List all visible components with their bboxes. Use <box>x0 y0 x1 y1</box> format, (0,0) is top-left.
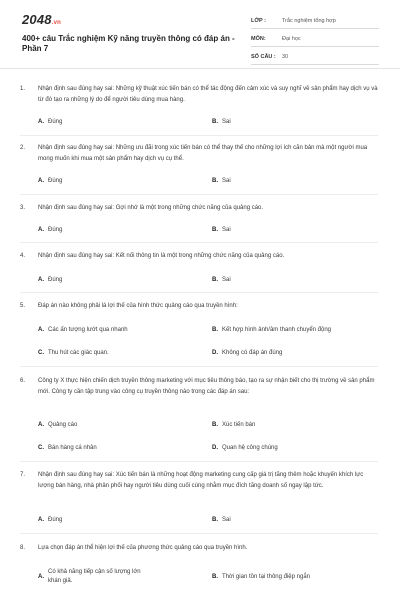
option-key: A. <box>38 422 44 428</box>
answer-option[interactable] <box>38 349 178 358</box>
option-text: Xúc tiến bán <box>222 422 256 428</box>
question-text: Nhận định sau đúng hay sai: Những ưu đãi trong xúc tiến bán có thể thay thế cho những lợi ích căn bản mà một người mua mong muốn khi mua một sản phẩm hay dịch vụ cụ thể. <box>38 145 368 162</box>
option-text: Quảng cáo <box>48 422 78 428</box>
answer-option[interactable] <box>212 421 352 430</box>
option-text: Bán hàng cá nhân <box>48 445 97 451</box>
option-key: B. <box>212 574 218 580</box>
option-key: A. <box>38 119 44 125</box>
meta-value: 30 <box>282 53 289 60</box>
answer-option[interactable] <box>212 516 352 525</box>
option-text: Sai <box>222 178 231 184</box>
question-text: Nhận định sau đúng hay sai: Những kỹ thuật xúc tiến bán có thể tác động đến cảm xúc và suy nghĩ về sản phẩm hay dịch vụ và từ đó tạo ra những lý do để người tiêu dùng mua hàng. <box>38 86 378 103</box>
option-text: Quan hệ công chúng <box>222 445 278 451</box>
option-text: Kết hợp hình ảnh/âm thanh chuyển động <box>222 327 332 333</box>
option-key: B. <box>212 227 218 233</box>
logo-text: 2048 <box>22 12 52 27</box>
answer-option[interactable] <box>212 276 352 285</box>
question-number: 7. <box>20 472 26 478</box>
option-key: D. <box>212 445 218 451</box>
question-separator <box>20 194 378 195</box>
question-number: 4. <box>20 253 26 259</box>
meta-value: Trắc nghiệm tổng hợp <box>282 17 336 24</box>
answer-option[interactable] <box>38 421 178 430</box>
option-key: B. <box>212 277 218 283</box>
option-text: Đúng <box>48 178 63 184</box>
site-logo[interactable] <box>22 12 61 27</box>
option-key: B. <box>212 119 218 125</box>
option-text: Đúng <box>48 517 63 523</box>
option-text: Sai <box>222 517 231 523</box>
answer-option[interactable] <box>38 177 178 186</box>
page-header <box>0 0 400 68</box>
meta-key: SỐ CÂU : <box>251 53 276 60</box>
answer-option[interactable] <box>212 226 352 235</box>
answer-option[interactable] <box>212 177 352 186</box>
option-text: Sai <box>222 119 231 125</box>
option-key: C. <box>38 350 44 356</box>
question-separator <box>20 366 378 367</box>
meta-row-class <box>251 13 379 29</box>
question-number: 2. <box>20 145 26 151</box>
answer-option[interactable] <box>38 226 178 235</box>
answer-option[interactable] <box>212 444 352 453</box>
option-key: B. <box>212 422 218 428</box>
option-text: Đúng <box>48 119 63 125</box>
question-separator <box>20 135 378 136</box>
question-number: 1. <box>20 86 26 92</box>
page-title: 400+ câu Trắc nghiệm Kỹ năng truyền thông có đáp án - Phần 7 <box>22 34 235 53</box>
answer-option[interactable] <box>38 276 178 285</box>
option-text: Thời gian tồn tại thông điệp ngắn <box>222 574 310 580</box>
answer-option[interactable] <box>212 349 352 358</box>
logo-suffix: .vn <box>51 20 62 26</box>
meta-panel <box>251 13 379 67</box>
option-key: A. <box>38 227 44 233</box>
question-text: Nhận định sau đúng hay sai: Kết nối thông tin là một trong những chức năng của quảng cáo. <box>38 253 285 259</box>
option-text: Sai <box>222 227 231 233</box>
question-number: 3. <box>20 205 26 211</box>
answer-option[interactable] <box>212 118 352 127</box>
question-text: Lựa chọn đáp án thể hiện lợi thế của phương thức quảng cáo qua truyền hình. <box>38 545 248 551</box>
meta-key: LỚP : <box>251 17 266 24</box>
question-separator <box>20 533 378 534</box>
meta-value: Đại học <box>282 35 301 42</box>
option-text: Thu hút các giác quan. <box>48 350 109 356</box>
option-key: B. <box>212 517 218 523</box>
header-divider <box>0 68 400 69</box>
option-key: A. <box>38 178 44 184</box>
question-separator <box>20 242 378 243</box>
question-text: Nhận định sau đúng hay sai: Gợi nhớ là một trong những chức năng của quảng cáo. <box>38 205 264 211</box>
answer-option[interactable] <box>38 118 178 127</box>
option-key: D. <box>212 350 218 356</box>
meta-row-count <box>251 49 379 65</box>
question-separator <box>20 292 378 293</box>
option-key: B. <box>212 178 218 184</box>
option-key: C. <box>38 445 44 451</box>
answer-option[interactable] <box>212 573 372 582</box>
answer-option[interactable] <box>38 444 178 453</box>
option-key: A. <box>38 517 44 523</box>
question-number: 5. <box>20 303 26 309</box>
option-key: A. <box>38 277 44 283</box>
meta-row-subject <box>251 31 379 47</box>
answer-option[interactable] <box>212 326 382 335</box>
option-key: B. <box>212 327 218 333</box>
option-text: Các ấn tượng lướt qua nhanh <box>48 327 128 333</box>
question-text: Nhận định sau đúng hay sai: Xúc tiến bán là những hoạt động marketing cung cấp giá trị tăng thêm hoặc khuyến khích lực lượng bán hàng, nhà phân phối hay người tiêu dùng cuối cùng nhằm mục đích tăng doanh số ngay lập tức. <box>38 472 364 489</box>
answer-option[interactable] <box>38 326 178 335</box>
option-key: A. <box>38 327 44 333</box>
option-text: Không có đáp án đúng <box>222 350 283 356</box>
answer-option[interactable] <box>38 516 178 525</box>
question-separator <box>20 461 378 462</box>
option-text: Sai <box>222 277 231 283</box>
meta-key: MÔN: <box>251 35 266 42</box>
option-key: A. <box>38 574 44 580</box>
answer-option[interactable] <box>38 568 153 586</box>
option-text: Đúng <box>48 227 63 233</box>
question-number: 8. <box>20 545 26 551</box>
question-number: 6. <box>20 378 26 384</box>
option-text: Có khả năng tiếp cận số lượng lớn khán giả. <box>48 569 141 584</box>
question-text: Đáp án nào không phải là lợi thế của hình thức quảng cáo qua truyền hình: <box>38 303 238 309</box>
question-text: Công ty X thực hiện chiến dịch truyền thông marketing với mục tiêu thông báo, tạo ra sự nhận biết cho thị trường về sản phẩm mới. Công ty cần tập trung vào công cụ truyền thông nào trong các đáp án sau: <box>38 378 375 395</box>
option-text: Đúng <box>48 277 63 283</box>
